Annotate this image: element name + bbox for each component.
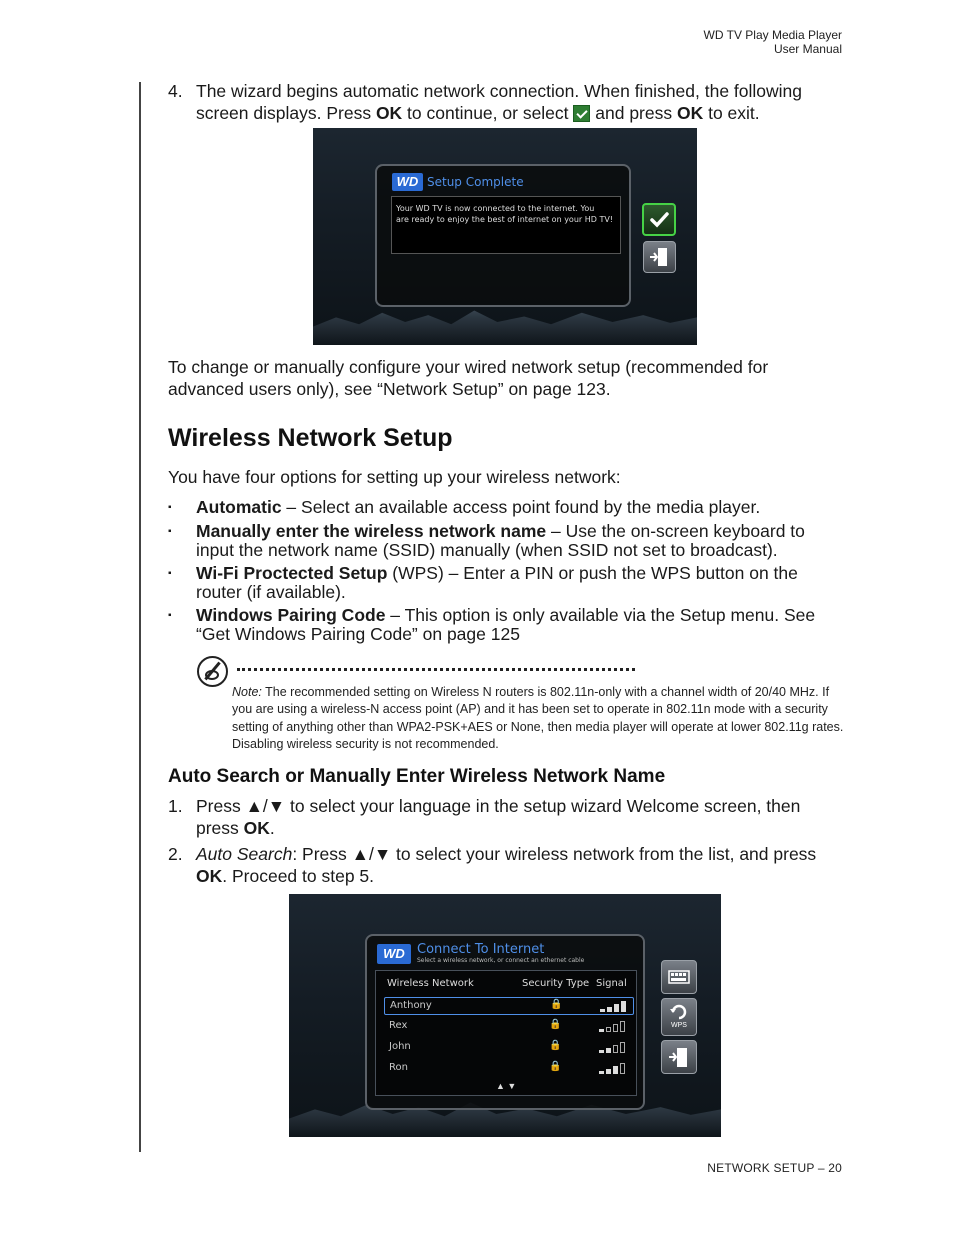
confirm-button[interactable] <box>642 203 676 236</box>
note-divider <box>237 668 635 671</box>
refresh-icon <box>662 999 696 1023</box>
dialog-subtitle: Select a wireless network, or connect an ethernet cable <box>417 957 585 964</box>
wd-logo: WD <box>392 173 423 191</box>
col-wireless-network: Wireless Network <box>387 978 474 989</box>
step-2-text: Auto Search: Press ▲/▼ to select your wireless network from the list, and press OK. Proceed to step 5. <box>196 844 817 886</box>
exit-icon <box>662 1041 696 1073</box>
step-2-number: 2. <box>168 844 183 864</box>
dialog-title: Setup Complete <box>427 175 524 189</box>
signal-icon <box>600 1001 626 1012</box>
wd-logo: WD <box>377 944 411 964</box>
connect-internet-screenshot <box>289 894 721 1137</box>
exit-icon <box>644 242 675 272</box>
network-row[interactable]: John 🔒 <box>384 1039 634 1057</box>
check-icon <box>644 205 674 234</box>
dialog-title: Connect To Internet <box>417 942 545 957</box>
lock-icon: 🔒 <box>549 1040 562 1051</box>
margin-rule <box>139 82 141 1152</box>
bullet-wps: Wi-Fi Proctected Setup (WPS) – Enter a PIN or push the WPS button on the router (if available). <box>196 563 798 602</box>
check-icon <box>573 105 590 122</box>
step-4-number: 4. <box>168 81 183 101</box>
header-doc-type: User Manual <box>773 42 842 56</box>
message-box: Your WD TV is now connected to the internet. You are ready to enjoy the best of internet on your HD TV! <box>391 196 621 254</box>
exit-button[interactable] <box>643 241 676 273</box>
wired-setup-paragraph: To change or manually configure your wired network setup (recommended for advanced users only), see “Network Setup” on page 123. <box>168 357 769 399</box>
up-down-arrows-icon: ▲/▼ <box>351 844 392 864</box>
bullet-manual: Manually enter the wireless network name – Use the on-screen keyboard to input the network name (SSID) manually (when SSID not set to broadcast). <box>196 521 805 560</box>
section-title: Wireless Network Setup <box>168 424 453 452</box>
lock-icon: 🔒 <box>549 1061 562 1072</box>
bullet-automatic: Automatic – Select an available access point found by the media player. <box>196 497 761 517</box>
scroll-arrows-icon[interactable]: ▲ ▼ <box>496 1081 517 1091</box>
network-row[interactable]: Rex 🔒 <box>384 1018 634 1036</box>
connect-dialog <box>365 934 645 1110</box>
header-product: WD TV Play Media Player <box>703 28 842 42</box>
page-header <box>704 28 843 56</box>
network-list <box>375 970 637 1096</box>
setup-complete-dialog <box>375 164 631 307</box>
note-icon <box>197 656 228 687</box>
step-4-text: The wizard begins automatic network connection. When finished, the following screen displays. Press OK to continue, or select and press OK to exit. <box>196 81 803 123</box>
bullet-marker: ▪ <box>168 610 172 621</box>
page-footer: NETWORK SETUP – 20 <box>707 1161 842 1175</box>
bullet-windows-pairing: Windows Pairing Code – This option is only available via the Setup menu. See “Get Windows Pairing Code” on page 125 <box>196 605 816 644</box>
intro-paragraph: You have four options for setting up your wireless network: <box>168 467 621 487</box>
note-text: Note: The recommended setting on Wireless N routers is 802.11n-only with a channel width of 20/40 MHz. If you are using a wireless-N access point (AP) and it has been set to operate in 802.11n mode with a security setting of anything other than WPA2-PSK+AES or None, then media player will operate at lower 802.11g rates. Disabling wireless security is not recommended. <box>232 685 844 751</box>
keyboard-icon <box>662 961 696 993</box>
bullet-marker: ▪ <box>168 502 172 513</box>
col-security-type: Security Type <box>522 978 590 989</box>
subsection-title: Auto Search or Manually Enter Wireless Network Name <box>168 766 666 787</box>
bullet-marker: ▪ <box>168 526 172 537</box>
setup-complete-screenshot <box>313 128 697 345</box>
wps-button[interactable] <box>661 998 697 1036</box>
keyboard-button[interactable] <box>661 960 697 994</box>
step-1-number: 1. <box>168 796 183 816</box>
step-1-text: Press ▲/▼ to select your language in the setup wizard Welcome screen, then press OK. <box>196 796 801 838</box>
bullet-marker: ▪ <box>168 568 172 579</box>
exit-button[interactable] <box>661 1040 697 1074</box>
signal-icon <box>599 1063 625 1074</box>
network-row[interactable]: Ron 🔒 <box>384 1060 634 1078</box>
signal-icon <box>599 1042 625 1053</box>
col-signal: Signal <box>596 978 627 989</box>
up-down-arrows-icon: ▲/▼ <box>245 796 286 816</box>
wps-label: WPS <box>671 1022 687 1029</box>
lock-icon: 🔒 <box>550 999 563 1010</box>
network-row[interactable]: Anthony 🔒 <box>384 997 634 1015</box>
signal-icon <box>599 1021 625 1032</box>
lock-icon: 🔒 <box>549 1019 562 1030</box>
